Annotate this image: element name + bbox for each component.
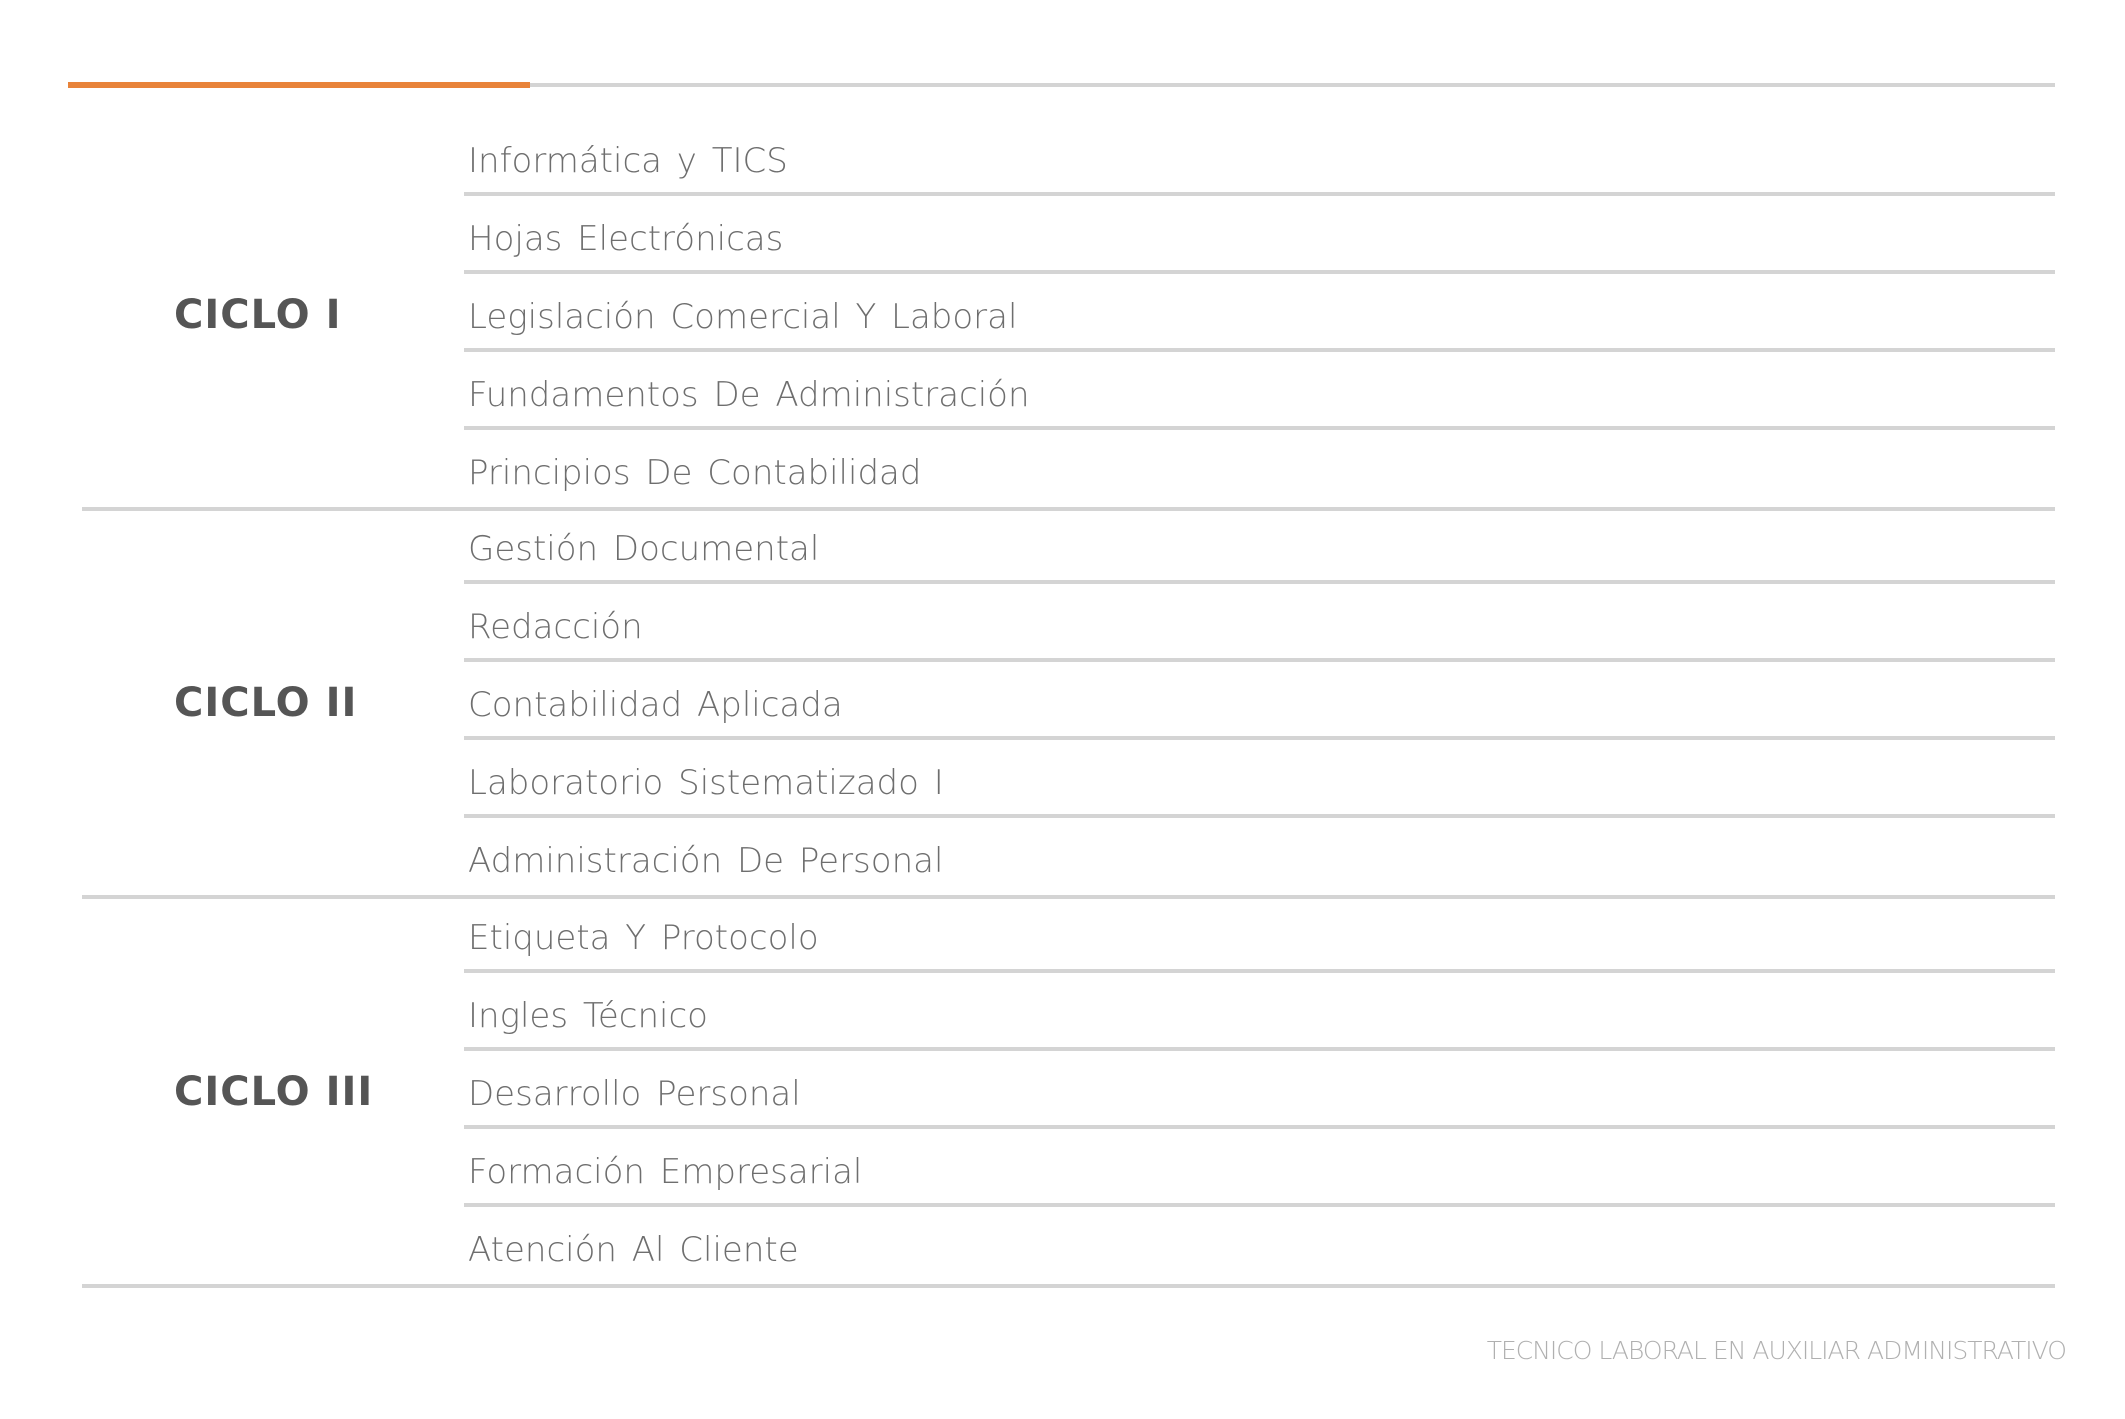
cycle-2 bbox=[82, 506, 2055, 899]
course-name: Etiqueta Y Protocolo bbox=[468, 918, 819, 958]
course-name: Formación Empresarial bbox=[468, 1152, 863, 1192]
accent-bar bbox=[68, 82, 530, 88]
cycle-label: CICLO III bbox=[174, 1069, 374, 1115]
course-name: Hojas Electrónicas bbox=[468, 219, 784, 259]
cycle-label: CICLO II bbox=[174, 680, 358, 726]
course-item bbox=[464, 352, 2055, 430]
course-item bbox=[464, 1051, 2055, 1129]
cycle-3 bbox=[82, 895, 2055, 1288]
course-item bbox=[464, 1207, 2055, 1285]
course-item bbox=[464, 818, 2055, 896]
course-item bbox=[464, 662, 2055, 740]
course-item bbox=[464, 118, 2055, 196]
course-name: Legislación Comercial Y Laboral bbox=[468, 297, 1018, 337]
course-name: Desarrollo Personal bbox=[468, 1074, 801, 1114]
course-name: Fundamentos De Administración bbox=[468, 375, 1030, 415]
course-name: Atención Al Cliente bbox=[468, 1230, 799, 1270]
course-item bbox=[464, 430, 2055, 508]
course-item bbox=[464, 1129, 2055, 1207]
cycle-1 bbox=[82, 118, 2055, 511]
course-name: Gestión Documental bbox=[468, 529, 820, 569]
course-item bbox=[464, 973, 2055, 1051]
course-name: Ingles Técnico bbox=[468, 996, 708, 1036]
course-item bbox=[464, 740, 2055, 818]
course-list bbox=[464, 118, 2055, 508]
cycle-divider bbox=[82, 1284, 2055, 1288]
course-item bbox=[464, 274, 2055, 352]
course-list bbox=[464, 506, 2055, 896]
course-item bbox=[464, 584, 2055, 662]
course-name: Informática y TICS bbox=[468, 141, 788, 181]
course-name: Principios De Contabilidad bbox=[468, 453, 922, 493]
course-item bbox=[464, 895, 2055, 973]
footer-title: TECNICO LABORAL EN AUXILIAR ADMINISTRATIVO bbox=[1486, 1336, 2066, 1365]
course-name: Redacción bbox=[468, 607, 643, 647]
course-name: Contabilidad Aplicada bbox=[468, 685, 843, 725]
course-item bbox=[464, 506, 2055, 584]
course-item bbox=[464, 196, 2055, 274]
course-list bbox=[464, 895, 2055, 1285]
cycle-label: CICLO I bbox=[174, 292, 342, 338]
course-name: Administración De Personal bbox=[468, 841, 944, 881]
course-name: Laboratorio Sistematizado I bbox=[468, 763, 944, 803]
